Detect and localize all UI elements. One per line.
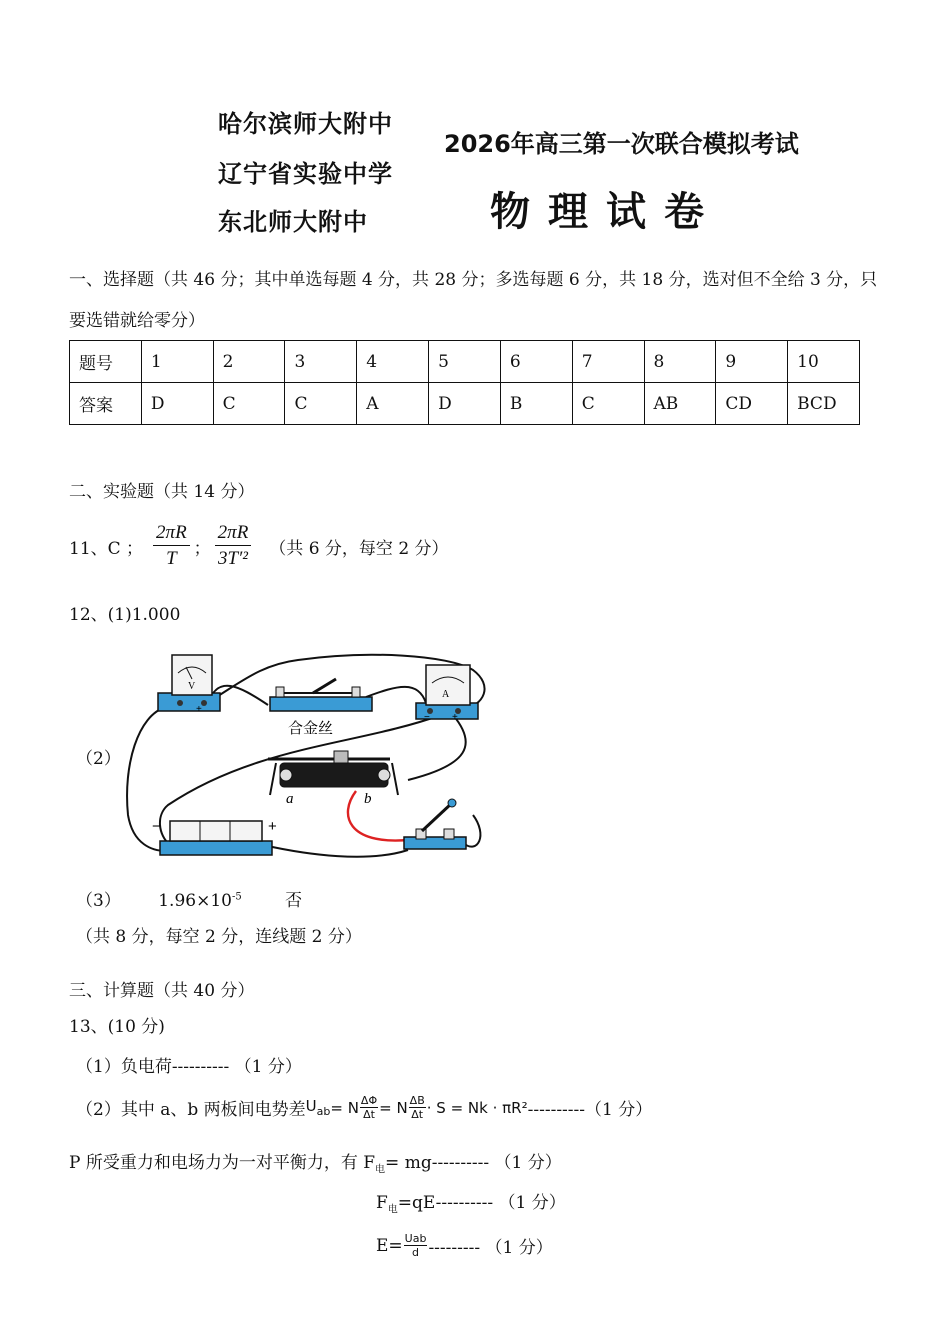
- ammeter-minus: −: [424, 712, 430, 723]
- voltmeter-plus: +: [196, 704, 202, 715]
- fraction-denominator: 3T′²: [218, 548, 248, 569]
- answer-cell: D: [141, 383, 213, 425]
- fraction-numerator: 2πR: [153, 522, 190, 546]
- line5-prefix: E=: [376, 1235, 403, 1256]
- q11-separator: ；: [193, 538, 211, 559]
- q13-line2: [76, 1094, 652, 1121]
- line2-score: ----------（1 分）: [527, 1100, 653, 1120]
- part3-value: 1.96×10: [158, 891, 232, 911]
- red-wire: [348, 791, 408, 841]
- q13-line5: [376, 1232, 553, 1259]
- fraction-denominator: Δt: [363, 1108, 375, 1121]
- table-header-cell: 题号: [70, 341, 142, 383]
- part3-exponent: -5: [231, 891, 242, 903]
- answer-cell: C: [213, 383, 285, 425]
- question-number: 7: [572, 341, 644, 383]
- eq-rest: · S = Nk · πR²: [426, 1098, 528, 1117]
- answer-cell: A: [357, 383, 429, 425]
- q11-prefix: 11、C ；: [69, 538, 144, 559]
- school-name-3: 东北师大附中: [218, 208, 368, 236]
- answer-cell: AB: [644, 383, 716, 425]
- battery-minus: −: [152, 818, 161, 835]
- q11-fraction-1: [153, 522, 190, 570]
- answer-cell: C: [572, 383, 644, 425]
- alloy-wire-label: 合金丝: [288, 719, 334, 737]
- alloy-wire-board: [270, 679, 372, 711]
- point-b-label: b: [364, 791, 372, 807]
- q12-part2-label: （2）: [76, 749, 121, 769]
- fraction-denominator: T: [166, 548, 177, 569]
- answer-cell: D: [429, 383, 501, 425]
- fraction-numerator: ΔΦ: [360, 1094, 378, 1107]
- line2-prefix: （2）其中 a、b 两板间电势差: [76, 1100, 306, 1120]
- part3-answer: 否: [285, 891, 303, 911]
- section1-title: 一、选择题（共 46 分；其中单选每题 4 分，共 28 分；多选每题 6 分，共 18 分，选对但不全给 3 分，只: [69, 270, 878, 290]
- battery-icon: [160, 821, 272, 855]
- section3-title: 三、计算题（共 40 分）: [69, 981, 255, 1001]
- answer-cell: C: [285, 383, 357, 425]
- question-number: 2: [213, 341, 285, 383]
- line4-subscript: 电: [387, 1204, 398, 1216]
- question-number: 3: [285, 341, 357, 383]
- uab-subscript: ab: [316, 1105, 331, 1118]
- question-number: 8: [644, 341, 716, 383]
- line4-text: F: [376, 1193, 388, 1213]
- q13-line3: [69, 1148, 562, 1175]
- voltmeter-label: V: [188, 681, 196, 692]
- fraction-numerator: 2πR: [215, 522, 252, 546]
- fraction-denominator: Δt: [411, 1108, 424, 1121]
- circuit-diagram: [108, 645, 508, 867]
- point-a-label: a: [286, 791, 294, 807]
- switch-icon: [404, 799, 466, 849]
- subject-title: 物理试卷: [490, 189, 722, 235]
- q13-line4: [376, 1188, 566, 1215]
- fraction-numerator: ΔB: [409, 1094, 425, 1107]
- answer-cell: BCD: [788, 383, 860, 425]
- field-fraction: [409, 1094, 426, 1121]
- rheostat-icon: [268, 751, 398, 795]
- answer-table: [69, 340, 860, 425]
- line3-text: P 所受重力和电场力为一对平衡力，有 F: [69, 1153, 376, 1173]
- answer-cell: CD: [716, 383, 788, 425]
- question-number: 9: [716, 341, 788, 383]
- answer-cell: B: [500, 383, 572, 425]
- line3-subscript: 电: [375, 1164, 386, 1176]
- eq-part-2: = N: [379, 1098, 408, 1117]
- ammeter-label: A: [442, 689, 450, 700]
- question-number: 6: [500, 341, 572, 383]
- question-number: 1: [141, 341, 213, 383]
- school-name-1: 哈尔滨师大附中: [218, 110, 393, 138]
- e-fraction: [404, 1232, 428, 1259]
- ammeter-plus: +: [452, 712, 458, 723]
- eq-part-1: = N: [330, 1098, 359, 1117]
- q12-part3: [76, 886, 302, 911]
- battery-plus: +: [268, 818, 277, 835]
- q11-answer: [69, 522, 449, 570]
- line3-rest: = mg---------- （1 分）: [385, 1153, 562, 1173]
- table-row-answers: [70, 383, 860, 425]
- section2-title: 二、实验题（共 14 分）: [69, 482, 255, 502]
- uab-symbol: [306, 1097, 331, 1118]
- flux-fraction: [360, 1094, 378, 1121]
- q13-title: 13、(10 分): [69, 1017, 165, 1037]
- part3-label: （3）: [76, 891, 121, 911]
- uab-letter: U: [305, 1097, 317, 1115]
- q12-score: （共 8 分，每空 2 分，连线题 2 分）: [76, 927, 362, 947]
- exam-title: 2026年高三第一次联合模拟考试: [444, 130, 799, 158]
- line5-rest: --------- （1 分）: [428, 1238, 553, 1258]
- q11-fraction-2: [215, 522, 252, 570]
- line4-rest: =qE---------- （1 分）: [397, 1193, 566, 1213]
- q12-part1: 12、(1)1.000: [69, 605, 181, 625]
- section1-title-cont: 要选错就给零分）: [69, 311, 205, 331]
- question-number: 10: [788, 341, 860, 383]
- fraction-numerator: Uab: [404, 1232, 427, 1245]
- q13-line1: （1）负电荷---------- （1 分）: [76, 1057, 302, 1077]
- school-name-2: 辽宁省实验中学: [218, 160, 393, 188]
- table-header-cell: 答案: [70, 383, 142, 425]
- table-row-numbers: [70, 341, 860, 383]
- question-number: 5: [429, 341, 501, 383]
- question-number: 4: [357, 341, 429, 383]
- q11-score: （共 6 分，每空 2 分）: [269, 538, 449, 559]
- fraction-denominator: d: [412, 1246, 420, 1259]
